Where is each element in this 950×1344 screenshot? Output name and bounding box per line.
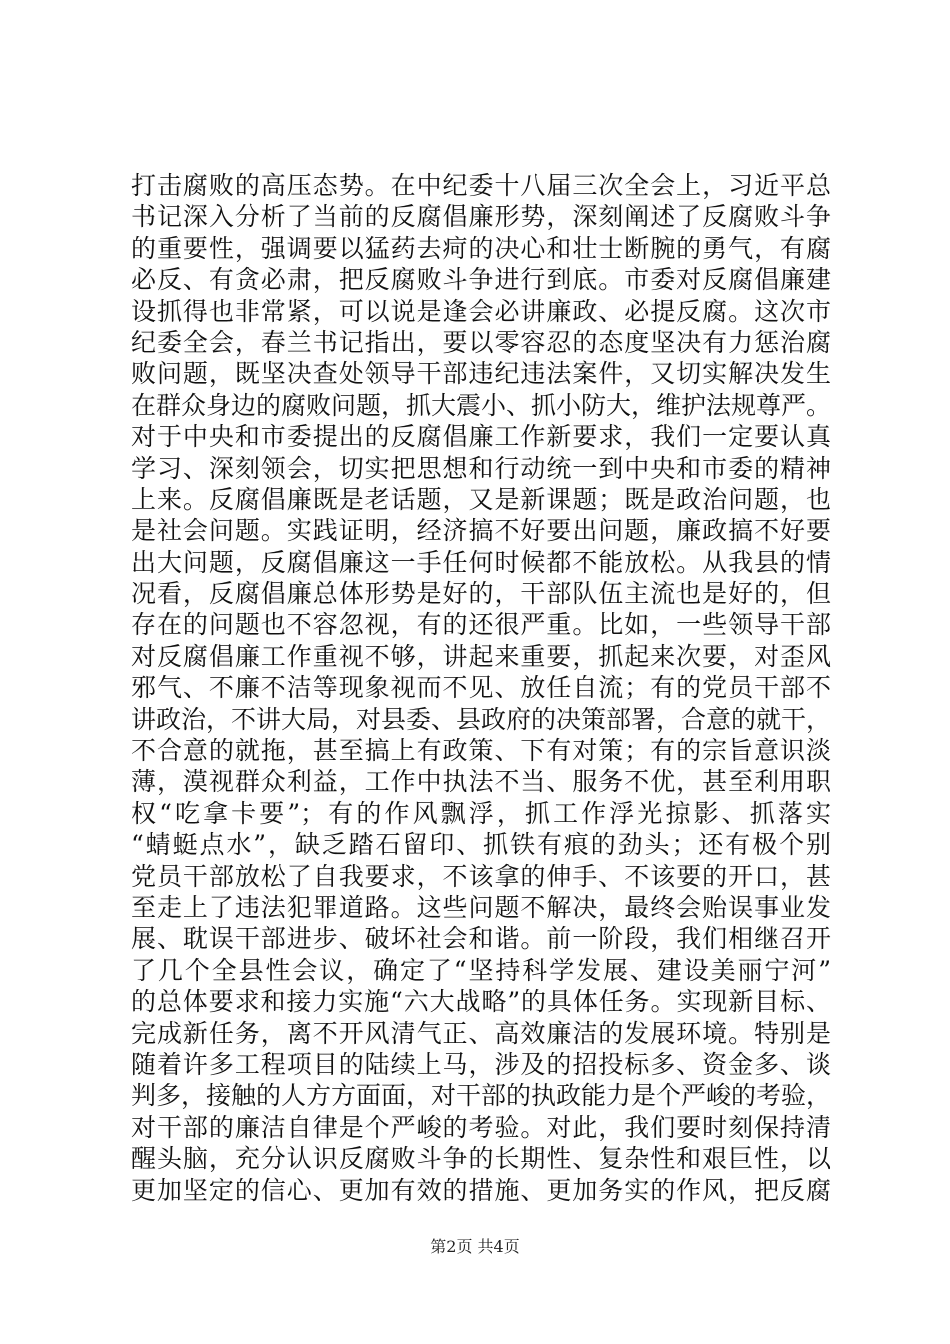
text-line: 设抓得也非常紧，可以说是逢会必讲廉政、必提反腐。这次市 — [131, 296, 831, 326]
text-line: 不合意的就拖，甚至搞上有政策、下有对策；有的宗旨意识淡 — [131, 736, 831, 766]
text-line: 醒头脑，充分认识反腐败斗争的长期性、复杂性和艰巨性，以 — [131, 1144, 831, 1174]
text-line: 至走上了违法犯罪道路。这些问题不解决，最终会贻误事业发 — [131, 892, 831, 922]
text-line: 纪委全会，春兰书记指出，要以零容忍的态度坚决有力惩治腐 — [131, 327, 831, 357]
text-line: 上来。反腐倡廉既是老话题，又是新课题；既是政治问题，也 — [131, 484, 831, 514]
text-line: 书记深入分析了当前的反腐倡廉形势，深刻阐述了反腐败斗争 — [131, 202, 831, 232]
text-line: 薄，漠视群众利益，工作中执法不当、服务不优，甚至利用职 — [131, 767, 831, 797]
text-line: 在群众身边的腐败问题，抓大震小、抓小防大，维护法规尊严。 — [131, 390, 832, 420]
text-line: 讲政治，不讲大局，对县委、县政府的决策部署，合意的就干， — [131, 704, 832, 734]
text-line: 的总体要求和接力实施“六大战略”的具体任务。实现新目标、 — [131, 987, 831, 1017]
text-line: 的重要性，强调要以猛药去疴的决心和壮士断腕的勇气，有腐 — [131, 233, 831, 263]
page-footer — [0, 1237, 950, 1257]
text-line: 对反腐倡廉工作重视不够，讲起来重要，抓起来次要，对歪风 — [131, 641, 831, 671]
text-line: “蜻蜓点水”，缺乏踏石留印、抓铁有痕的劲头；还有极个别 — [131, 830, 831, 860]
text-line: 更加坚定的信心、更加有效的措施、更加务实的作风，把反腐 — [131, 1175, 831, 1205]
text-line: 对干部的廉洁自律是个严峻的考验。对此，我们要时刻保持清 — [131, 1112, 831, 1142]
text-line: 了几个全县性会议，确定了“坚持科学发展、建设美丽宁河” — [131, 955, 831, 985]
text-line: 党员干部放松了自我要求，不该拿的伸手、不该要的开口，甚 — [131, 861, 831, 891]
text-line: 打击腐败的高压态势。在中纪委十八届三次全会上，习近平总 — [131, 171, 831, 200]
text-line: 是社会问题。实践证明，经济搞不好要出问题，廉政搞不好要 — [131, 516, 831, 546]
text-line: 败问题，既坚决查处领导干部违纪违法案件，又切实解决发生 — [131, 359, 831, 389]
text-line: 完成新任务，离不开风清气正、高效廉洁的发展环境。特别是 — [131, 1018, 831, 1048]
page-number-label: 第2页 共4页 — [430, 1237, 520, 1256]
text-line: 存在的问题也不容忽视，有的还很严重。比如，一些领导干部 — [131, 610, 831, 640]
body-text — [131, 170, 831, 1206]
text-line: 权“吃拿卡要”；有的作风飘浮，抓工作浮光掠影、抓落实 — [131, 798, 831, 828]
text-line: 判多，接触的人方方面面，对干部的执政能力是个严峻的考验， — [131, 1081, 832, 1111]
text-line: 学习、深刻领会，切实把思想和行动统一到中央和市委的精神 — [131, 453, 831, 483]
text-line: 随着许多工程项目的陆续上马，涉及的招投标多、资金多、谈 — [131, 1049, 831, 1079]
text-line: 邪气、不廉不洁等现象视而不见、放任自流；有的党员干部不 — [131, 673, 831, 703]
text-line: 必反、有贪必肃，把反腐败斗争进行到底。市委对反腐倡廉建 — [131, 265, 831, 295]
text-line: 况看，反腐倡廉总体形势是好的，干部队伍主流也是好的，但 — [131, 579, 831, 609]
text-line: 出大问题，反腐倡廉这一手任何时候都不能放松。从我县的情 — [131, 547, 831, 577]
text-line: 对于中央和市委提出的反腐倡廉工作新要求，我们一定要认真 — [131, 422, 831, 452]
text-line: 展、耽误干部进步、破坏社会和谐。前一阶段，我们相继召开 — [131, 924, 831, 954]
